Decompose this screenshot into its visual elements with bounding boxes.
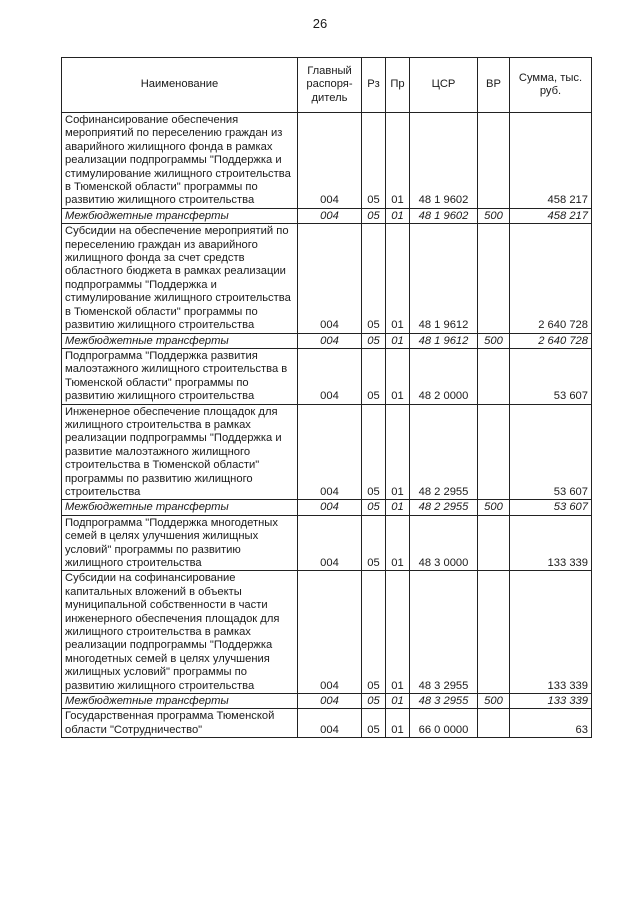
header-name: Наименование xyxy=(62,58,298,113)
cell-vr xyxy=(478,348,510,404)
cell-main-manager: 004 xyxy=(298,694,362,709)
table-row xyxy=(62,333,592,348)
cell-vr xyxy=(478,113,510,209)
table-row xyxy=(62,515,592,571)
cell-rz: 05 xyxy=(362,500,386,515)
cell-main-manager: 004 xyxy=(298,208,362,223)
cell-rz: 05 xyxy=(362,404,386,500)
cell-sum: 53 607 xyxy=(510,500,592,515)
cell-name: Межбюджетные трансферты xyxy=(62,694,298,709)
cell-vr xyxy=(478,709,510,738)
cell-rz: 05 xyxy=(362,515,386,571)
cell-csr: 48 3 0000 xyxy=(410,515,478,571)
cell-sum: 133 339 xyxy=(510,694,592,709)
table-row xyxy=(62,709,592,738)
cell-rz: 05 xyxy=(362,348,386,404)
cell-pr: 01 xyxy=(386,709,410,738)
page-number: 26 xyxy=(312,16,328,31)
table-row xyxy=(62,694,592,709)
cell-sum: 458 217 xyxy=(510,113,592,209)
cell-main-manager: 004 xyxy=(298,348,362,404)
header-csr: ЦСР xyxy=(410,58,478,113)
cell-rz: 05 xyxy=(362,694,386,709)
cell-rz: 05 xyxy=(362,208,386,223)
cell-name: Подпрограмма "Поддержка многодетных семей в целях улучшения жилищных условий" программы по развитию жилищного строительства xyxy=(62,515,298,571)
cell-csr: 48 1 9602 xyxy=(410,113,478,209)
cell-name: Инженерное обеспечение площадок для жилищного строительства в рамках реализации подпрограммы "Поддержка и развитие малоэтажного жилищного строительства в Тюменской области" программы по развитию жилищного строительства xyxy=(62,404,298,500)
cell-sum: 2 640 728 xyxy=(510,333,592,348)
table-row xyxy=(62,500,592,515)
cell-vr: 500 xyxy=(478,208,510,223)
cell-pr: 01 xyxy=(386,208,410,223)
cell-vr xyxy=(478,224,510,333)
cell-csr: 48 2 2955 xyxy=(410,500,478,515)
table-row xyxy=(62,348,592,404)
cell-vr: 500 xyxy=(478,333,510,348)
cell-pr: 01 xyxy=(386,571,410,694)
cell-main-manager: 004 xyxy=(298,224,362,333)
cell-csr: 48 3 2955 xyxy=(410,571,478,694)
cell-sum: 63 xyxy=(510,709,592,738)
cell-csr: 66 0 0000 xyxy=(410,709,478,738)
cell-sum: 133 339 xyxy=(510,571,592,694)
cell-csr: 48 3 2955 xyxy=(410,694,478,709)
cell-rz: 05 xyxy=(362,709,386,738)
cell-main-manager: 004 xyxy=(298,515,362,571)
cell-name: Подпрограмма "Поддержка развития малоэтажного жилищного строительства в Тюменской области" программы по развитию жилищного строительства xyxy=(62,348,298,404)
cell-vr: 500 xyxy=(478,694,510,709)
cell-vr xyxy=(478,515,510,571)
cell-rz: 05 xyxy=(362,333,386,348)
cell-main-manager: 004 xyxy=(298,404,362,500)
cell-pr: 01 xyxy=(386,348,410,404)
header-pr: Пр xyxy=(386,58,410,113)
header-rz: Рз xyxy=(362,58,386,113)
table-row xyxy=(62,404,592,500)
cell-main-manager: 004 xyxy=(298,113,362,209)
header-sum: Сумма, тыс. руб. xyxy=(510,58,592,113)
cell-main-manager: 004 xyxy=(298,709,362,738)
cell-pr: 01 xyxy=(386,515,410,571)
cell-pr: 01 xyxy=(386,113,410,209)
cell-csr: 48 2 0000 xyxy=(410,348,478,404)
cell-name: Межбюджетные трансферты xyxy=(62,500,298,515)
cell-csr: 48 1 9602 xyxy=(410,208,478,223)
cell-pr: 01 xyxy=(386,224,410,333)
table-row xyxy=(62,208,592,223)
cell-name: Субсидии на обеспечение мероприятий по переселению граждан из аварийного жилищного фонда за счет средств областного бюджета в рамках реализации подпрограммы "Поддержка и стимулирование жилищного строительства в Тюменской области" программы по развитию жилищного строительства xyxy=(62,224,298,333)
cell-rz: 05 xyxy=(362,224,386,333)
header-main-manager: Главный распоря-дитель xyxy=(298,58,362,113)
table-row xyxy=(62,571,592,694)
cell-name: Межбюджетные трансферты xyxy=(62,333,298,348)
table-row xyxy=(62,113,592,209)
cell-sum: 458 217 xyxy=(510,208,592,223)
cell-main-manager: 004 xyxy=(298,500,362,515)
budget-table xyxy=(61,57,592,738)
cell-rz: 05 xyxy=(362,571,386,694)
cell-pr: 01 xyxy=(386,500,410,515)
cell-name: Государственная программа Тюменской области "Сотрудничество" xyxy=(62,709,298,738)
header-vr: ВР xyxy=(478,58,510,113)
cell-pr: 01 xyxy=(386,694,410,709)
cell-main-manager: 004 xyxy=(298,571,362,694)
cell-name: Субсидии на софинансирование капитальных вложений в объекты муниципальной собственности в части инженерного обеспечения площадок для жилищного строительства в рамках реализации подпрограммы "Поддержка многодетных семей в целях улучшения жилищных условий" программы по развитию жилищного строительства xyxy=(62,571,298,694)
cell-main-manager: 004 xyxy=(298,333,362,348)
cell-vr: 500 xyxy=(478,500,510,515)
cell-sum: 2 640 728 xyxy=(510,224,592,333)
cell-rz: 05 xyxy=(362,113,386,209)
cell-vr xyxy=(478,571,510,694)
cell-name: Межбюджетные трансферты xyxy=(62,208,298,223)
cell-pr: 01 xyxy=(386,404,410,500)
table-header-row xyxy=(62,58,592,113)
cell-sum: 53 607 xyxy=(510,404,592,500)
cell-csr: 48 1 9612 xyxy=(410,224,478,333)
cell-name: Софинансирование обеспечения мероприятий по переселению граждан из аварийного жилищного фонда в рамках реализации подпрограммы "Поддержка и стимулирование жилищного строительства в Тюменской области" программы по развитию жилищного строительства xyxy=(62,113,298,209)
cell-csr: 48 2 2955 xyxy=(410,404,478,500)
cell-vr xyxy=(478,404,510,500)
cell-sum: 53 607 xyxy=(510,348,592,404)
cell-pr: 01 xyxy=(386,333,410,348)
cell-sum: 133 339 xyxy=(510,515,592,571)
cell-csr: 48 1 9612 xyxy=(410,333,478,348)
table-row xyxy=(62,224,592,333)
